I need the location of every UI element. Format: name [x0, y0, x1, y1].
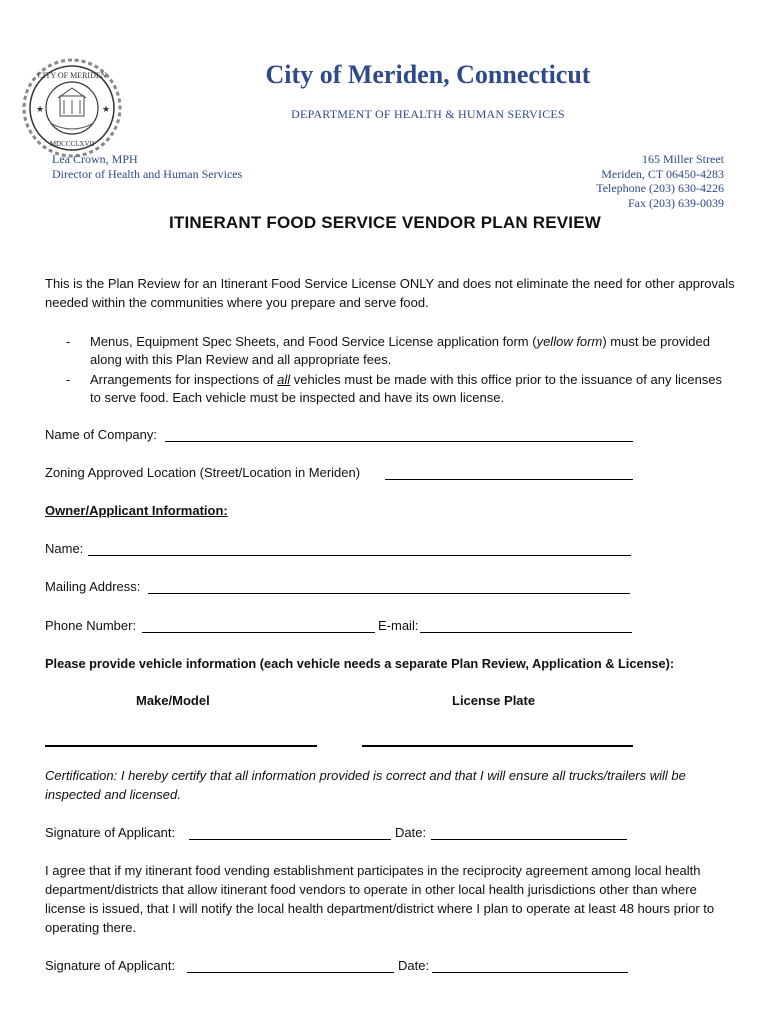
name-input-line[interactable]	[88, 555, 631, 556]
svg-text:★: ★	[36, 104, 45, 114]
mailing-address-input-line[interactable]	[148, 593, 630, 594]
agreement-paragraph: I agree that if my itinerant food vending establishment participates in the reciprocity agreement among local health department/districts that allow itinerant food vendors to operate in other local health jurisdictions other than where license is issued, that I will notify the local health department/district where I plan to operate at least 48 hours prior to operating there.	[45, 863, 715, 935]
svg-text:MDCCCLXVII: MDCCCLXVII	[49, 140, 95, 148]
address-city: Meriden, CT 06450-4283	[601, 166, 724, 181]
signature-label-2: Signature of Applicant:	[45, 958, 176, 973]
bullet-dash: -	[66, 334, 71, 349]
make-model-header: Make/Model	[136, 693, 210, 708]
city-title: City of Meriden, Connecticut	[265, 60, 591, 89]
email-input-line[interactable]	[420, 632, 632, 633]
signature-input-line-2[interactable]	[187, 972, 394, 973]
vehicle-heading: Please provide vehicle information (each vehicle needs a separate Plan Review, Application & License):	[45, 656, 675, 671]
bullet-1-text-b: ) must be provided along with this Plan Review and all appropriate fees.	[90, 334, 710, 367]
date-input-line-2[interactable]	[432, 972, 628, 973]
svg-text:CITY OF MERIDEN: CITY OF MERIDEN	[37, 71, 107, 80]
bullet-dash: -	[66, 372, 71, 387]
certification-statement: Certification: I hereby certify that all information provided is correct and that I will ensure all trucks/trailers will be inspected and licensed.	[45, 768, 686, 802]
company-label: Name of Company:	[45, 427, 157, 442]
address-street: 165 Miller Street	[642, 152, 724, 166]
phone-input-line[interactable]	[142, 632, 375, 633]
bullet-2-text-a: Arrangements for inspections of	[90, 372, 278, 387]
director-title: Director of Health and Human Services	[52, 167, 243, 181]
bullet-2-text-b: vehicles must be made with this office prior to the issuance of any licenses to serve food. Each vehicle must be inspected and have its own license.	[90, 372, 723, 405]
director-block	[52, 152, 242, 182]
bullet-1-text-a: Menus, Equipment Spec Sheets, and Food Service License application form (	[90, 334, 537, 349]
address-block	[596, 152, 724, 210]
bullet-item-1	[66, 333, 731, 369]
bullet-item-2	[66, 371, 731, 407]
signature-input-line[interactable]	[189, 839, 391, 840]
svg-text:★: ★	[102, 104, 111, 114]
mailing-address-label: Mailing Address:	[45, 579, 141, 594]
director-name: Lea Crown, MPH	[52, 152, 138, 166]
date-input-line[interactable]	[431, 839, 627, 840]
license-plate-input-line[interactable]	[362, 745, 633, 747]
company-input-line[interactable]	[165, 441, 633, 442]
date-label-2: Date:	[398, 958, 430, 973]
owner-heading: Owner/Applicant Information:	[45, 503, 228, 518]
bullet-2-italic: all	[277, 372, 291, 387]
make-model-input-line[interactable]	[45, 745, 317, 747]
zoning-input-line[interactable]	[385, 479, 633, 480]
date-label: Date:	[395, 825, 427, 840]
fax: Fax (203) 639-0039	[628, 195, 724, 210]
bullet-1-italic: yellow form	[536, 334, 603, 349]
telephone: Telephone (203) 630-4226	[596, 181, 724, 195]
department-name: DEPARTMENT OF HEALTH & HUMAN SERVICES	[291, 107, 565, 121]
license-plate-header: License Plate	[452, 693, 536, 708]
zoning-label: Zoning Approved Location (Street/Location in Meriden)	[45, 465, 361, 480]
document-title: ITINERANT FOOD SERVICE VENDOR PLAN REVIEW	[169, 213, 601, 232]
intro-paragraph: This is the Plan Review for an Itinerant Food Service License ONLY and does not eliminate the need for other approvals needed within the communities where you prepare and serve food.	[45, 276, 735, 310]
email-label: E-mail:	[378, 618, 419, 633]
phone-label: Phone Number:	[45, 618, 137, 633]
signature-label: Signature of Applicant:	[45, 825, 176, 840]
name-label: Name:	[45, 541, 84, 556]
